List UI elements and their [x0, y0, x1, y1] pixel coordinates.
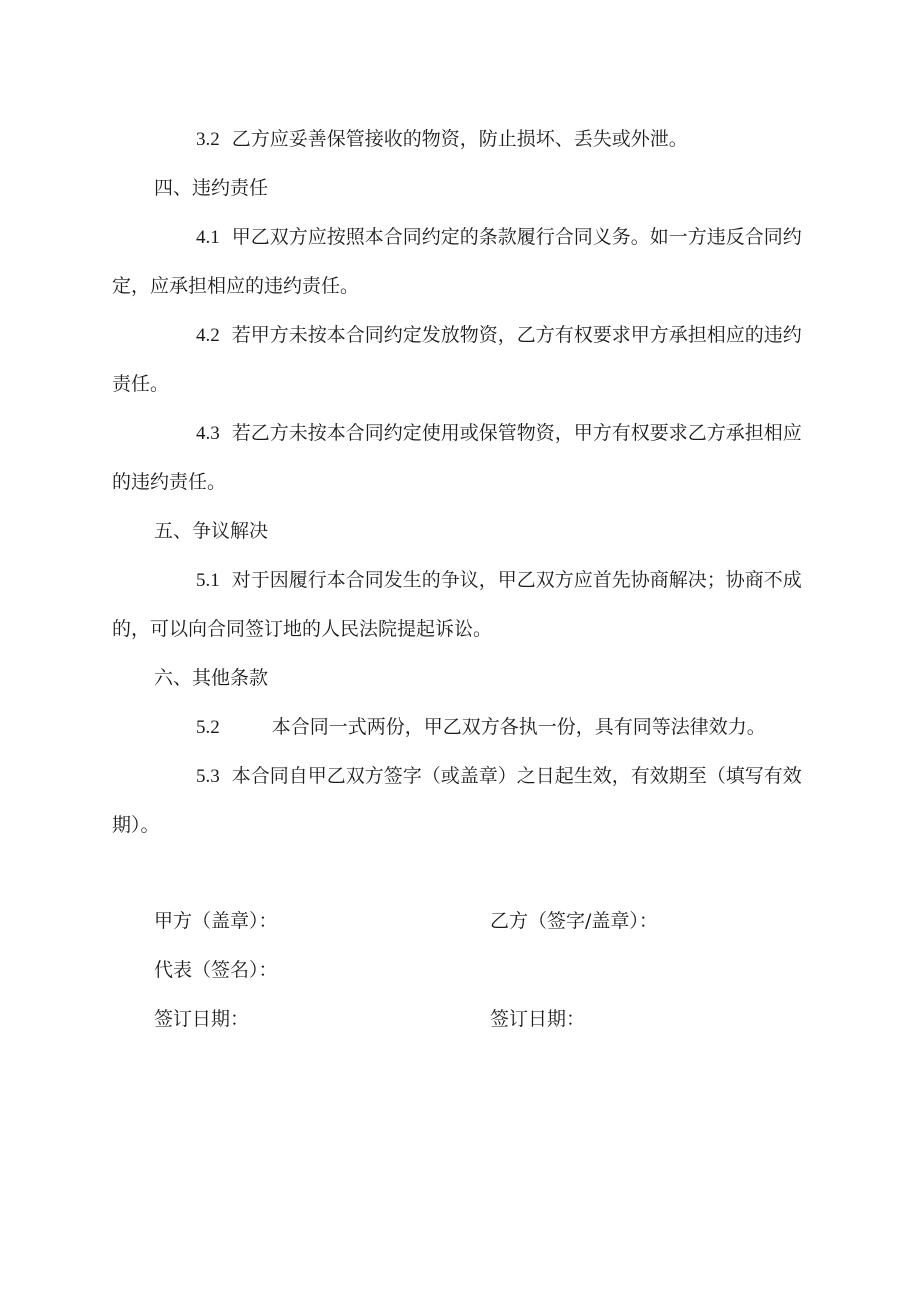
- clause-5-1: [112, 556, 812, 653]
- clause-5-3: [112, 752, 812, 849]
- clause-number: 4.1: [196, 227, 220, 248]
- section-heading-breach: 四、违约责任: [154, 177, 269, 199]
- party-a-date-label: 签订日期：: [154, 1008, 250, 1030]
- clause-5-2: [112, 703, 812, 752]
- clause-number: 4.3: [196, 423, 220, 444]
- clause-4-2: [112, 311, 812, 408]
- clause-text: 乙方应妥善保管接收的物资，防止损坏、丢失或外泄。: [231, 128, 688, 150]
- clause-number: 3.2: [196, 129, 220, 150]
- clause-text: 若乙方未按本合同约定使用或保管物资，甲方有权要求乙方承担相应的违约责任。: [112, 422, 802, 493]
- clause-text: 若甲方未按本合同约定发放物资，乙方有权要求甲方承担相应的违约责任。: [112, 324, 802, 395]
- representative-sign-label: 代表（签名）：: [154, 959, 278, 981]
- clause-number: 5.2: [196, 717, 220, 738]
- clause-number: 5.1: [196, 570, 220, 591]
- clause-4-1: [112, 213, 812, 310]
- clause-3-2: [112, 115, 812, 164]
- party-b-sign-label: 乙方（签字/盖章）：: [490, 910, 658, 932]
- clause-number: 4.2: [196, 325, 220, 346]
- clause-text: 本合同一式两份，甲乙双方各执一份，具有同等法律效力。: [271, 716, 766, 738]
- party-b-date-label: 签订日期：: [490, 1008, 586, 1030]
- clause-text: 对于因履行本合同发生的争议，甲乙双方应首先协商解决；协商不成的，可以向合同签订地的人民法院提起诉讼。: [112, 569, 802, 640]
- clause-text: 本合同自甲乙双方签字（或盖章）之日起生效，有效期至（填写有效期）。: [112, 765, 802, 836]
- clause-text: 甲乙双方应按照本合同约定的条款履行合同义务。如一方违反合同约定，应承担相应的违约责任。: [112, 226, 802, 297]
- section-heading-other: 六、其他条款: [154, 667, 269, 689]
- party-a-seal-label: 甲方（盖章）：: [154, 910, 278, 932]
- clause-4-3: [112, 409, 812, 506]
- clause-number: 5.3: [196, 766, 220, 787]
- section-heading-dispute: 五、争议解决: [154, 520, 269, 542]
